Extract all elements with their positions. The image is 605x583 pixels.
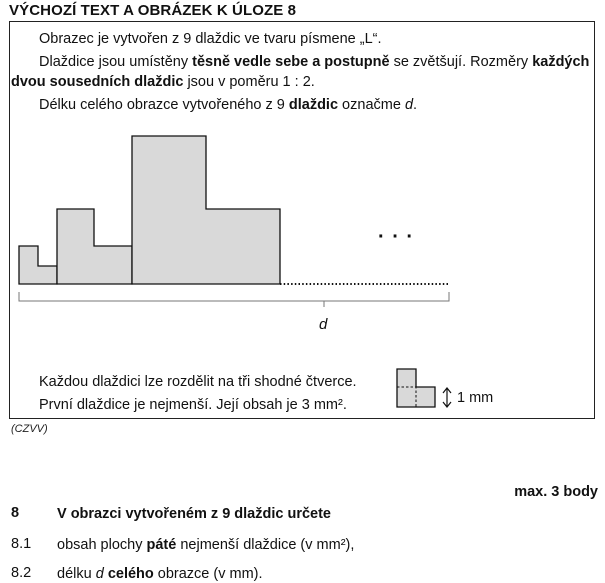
tile-2 [57, 209, 132, 284]
text-run-bold: dlaždic [288, 97, 339, 113]
text-run: obrazce (v mm). [153, 566, 263, 582]
source-label: (CZVV) [11, 423, 48, 435]
max-points: max. 3 body [514, 484, 598, 500]
text-run: . [413, 97, 418, 113]
text-run-bold: každých [532, 54, 590, 70]
text-run: Dlaždice jsou umístěny [39, 54, 193, 70]
tile-1 [19, 246, 57, 284]
variable-d: d [404, 97, 414, 113]
unit-label: 1 mm [457, 390, 494, 406]
length-bracket [19, 292, 449, 307]
text-run: nejmenší dlaždice (v mm²), [176, 537, 355, 553]
text-run: Délku celého obrazce vytvořeného z 9 [39, 97, 289, 113]
text-run-bold: páté [146, 537, 177, 553]
variable-d: d [95, 566, 104, 582]
note-line-1: Každou dlaždici lze rozdělit na tři shodné čtverce. [39, 374, 357, 390]
page-heading: VÝCHOZÍ TEXT A OBRÁZEK K ÚLOZE 8 [9, 2, 297, 19]
subtask-8-1 [57, 536, 354, 554]
text-run: označme [338, 97, 405, 113]
text-run-bold: celého [107, 566, 154, 582]
subtask-number: 8.1 [11, 536, 32, 552]
double-arrow-icon [443, 388, 451, 407]
text-run: obsah plochy [57, 537, 147, 553]
task-title: V obrazci vytvořeném z 9 dlaždic určete [57, 506, 331, 522]
text-run: se zvětšují. Rozměry [389, 54, 533, 70]
subtask-8-2 [57, 565, 263, 583]
text-run-bold: dvou sousedních dlaždic [11, 74, 184, 90]
subtask-number: 8.2 [11, 565, 32, 581]
text-run: délku [57, 566, 96, 582]
d-label: d [319, 316, 328, 333]
note-line-2: První dlaždice je nejmenší. Její obsah je 3 mm². [39, 397, 347, 413]
tile-3 [132, 136, 280, 284]
text-run: jsou v poměru 1 : 2. [183, 74, 315, 90]
task-number: 8 [11, 505, 20, 521]
ellipsis: · · · [378, 226, 415, 248]
intro-paragraph-1: Obrazec je vytvořen z 9 dlaždic ve tvaru písmene „L“. [39, 31, 382, 47]
text-run-bold: těsně vedle sebe a postupně [192, 54, 390, 70]
